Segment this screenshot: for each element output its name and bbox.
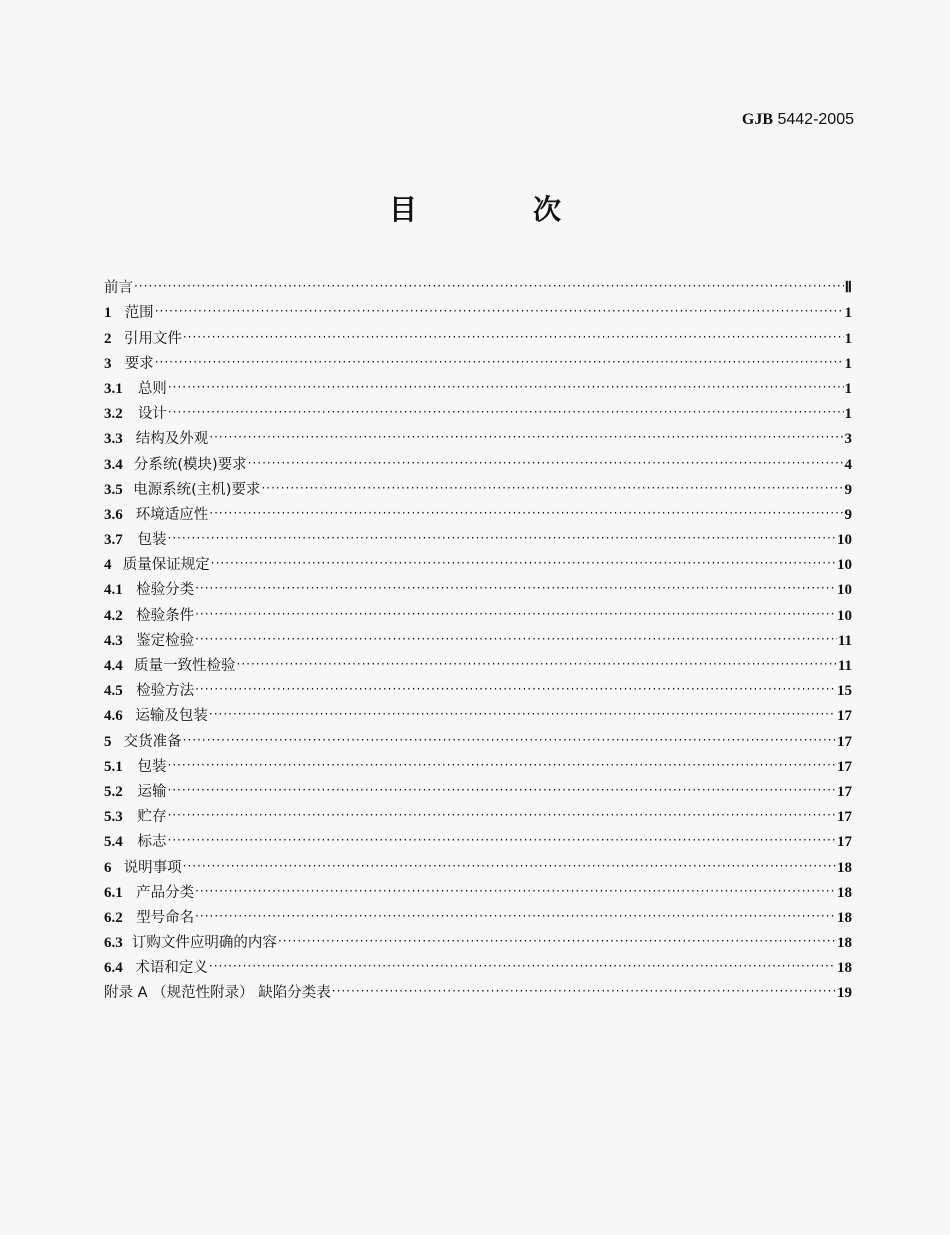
toc-entry-title: 贮存 xyxy=(137,809,167,826)
toc-entry-page: 9 xyxy=(844,481,852,498)
toc-entry-page: 1 xyxy=(844,355,852,372)
toc-entry[interactable] xyxy=(104,373,852,398)
toc-entry-page: 9 xyxy=(844,506,852,523)
toc-leader-dots xyxy=(195,608,836,622)
toc-entry[interactable] xyxy=(104,826,852,851)
toc-leader-dots xyxy=(278,935,836,949)
toc-entry-number: 5.1 xyxy=(104,758,123,775)
toc-leader-dots xyxy=(183,331,844,345)
toc-entry[interactable] xyxy=(104,650,852,675)
toc-entry-page: 10 xyxy=(837,532,852,549)
toc-entry-number: 3.5 xyxy=(104,481,123,498)
toc-entry-page: 1 xyxy=(844,305,852,322)
toc-entry[interactable] xyxy=(104,348,852,373)
toc-leader-dots xyxy=(168,406,844,420)
toc-entry-number: 4.2 xyxy=(104,607,123,624)
toc-entry-title: 交货准备 xyxy=(123,733,182,750)
toc-entry-number: 3.3 xyxy=(104,431,123,448)
toc-entry-number: 3 xyxy=(104,355,112,372)
toc-entry-number: 4.3 xyxy=(104,632,123,649)
toc-leader-dots xyxy=(167,784,836,798)
toc-entry-number: 6.2 xyxy=(104,909,123,926)
toc-entry[interactable] xyxy=(104,272,852,297)
toc-entry-page: 17 xyxy=(837,783,852,800)
toc-entry[interactable] xyxy=(104,952,852,977)
toc-entry[interactable] xyxy=(104,524,852,549)
toc-leader-dots xyxy=(167,834,836,848)
toc-entry[interactable] xyxy=(104,675,852,700)
standard-code xyxy=(742,111,854,129)
toc-entry-page: 3 xyxy=(844,431,852,448)
toc-entry-title: 包装 xyxy=(137,532,167,549)
toc-entry-title: 说明事项 xyxy=(123,859,182,876)
toc-entry-page: 17 xyxy=(837,758,852,775)
toc-leader-dots xyxy=(167,759,836,773)
toc-entry-number: 4 xyxy=(104,557,112,574)
toc-entry-number: 3.4 xyxy=(104,456,123,473)
toc-entry[interactable] xyxy=(104,322,852,347)
toc-leader-dots xyxy=(134,280,844,294)
toc-entry-page: 10 xyxy=(837,607,852,624)
toc-entry-number: 4.5 xyxy=(104,683,123,700)
toc-entry[interactable] xyxy=(104,700,852,725)
toc-entry-number: 1 xyxy=(104,305,112,322)
toc-leader-dots xyxy=(195,582,836,596)
toc-leader-dots xyxy=(261,482,843,496)
page-title: 目 次 xyxy=(388,193,605,226)
toc-entry[interactable] xyxy=(104,574,852,599)
toc-entry-number: 3.2 xyxy=(104,406,123,423)
toc-entry-number: 6 xyxy=(104,859,112,876)
toc-entry-number: 5.3 xyxy=(104,809,123,826)
toc-entry-page: 1 xyxy=(844,380,852,397)
toc-entry[interactable] xyxy=(104,398,852,423)
toc-entry-title: 要求 xyxy=(124,355,154,372)
toc-entry-page: 18 xyxy=(837,909,852,926)
toc-entry-title: 运输及包装 xyxy=(135,708,208,725)
toc-entry-title: 鉴定检验 xyxy=(136,632,195,649)
toc-leader-dots xyxy=(195,633,837,647)
toc-entry-page: 18 xyxy=(837,960,852,977)
toc-entry-number: 2 xyxy=(104,330,112,347)
toc-entry-title: 标志 xyxy=(137,834,167,851)
toc-entry-title: 运输 xyxy=(137,783,167,800)
toc-entry-page: 17 xyxy=(837,708,852,725)
toc-leader-dots xyxy=(167,809,836,823)
toc-entry-number: 6.1 xyxy=(104,884,123,901)
toc-entry-title: 质量保证规定 xyxy=(122,557,210,574)
toc-entry-page: 17 xyxy=(837,809,852,826)
toc-entry-number: 5.4 xyxy=(104,834,123,851)
toc-entry-page: 1 xyxy=(844,330,852,347)
toc-entry-number: 6.4 xyxy=(104,960,123,977)
toc-entry-title: 附录 A （规范性附录） 缺陷分类表 xyxy=(104,985,331,1002)
toc-entry-page: 10 xyxy=(837,582,852,599)
toc-entry-title: 检验条件 xyxy=(136,607,195,624)
toc-leader-dots xyxy=(209,960,836,974)
toc-entry-number: 4.6 xyxy=(104,708,123,725)
toc-entry-title: 产品分类 xyxy=(136,884,195,901)
toc-leader-dots xyxy=(155,356,844,370)
toc-entry[interactable] xyxy=(104,625,852,650)
toc-leader-dots xyxy=(195,885,836,899)
toc-entry[interactable] xyxy=(104,877,852,902)
toc-entry[interactable] xyxy=(104,851,852,876)
toc-leader-dots xyxy=(211,557,836,571)
toc-entry-number: 3.6 xyxy=(104,506,123,523)
toc-entry-page: 17 xyxy=(837,733,852,750)
toc-leader-dots xyxy=(209,507,843,521)
toc-entry-title: 订购文件应明确的内容 xyxy=(131,935,277,952)
toc-entry[interactable] xyxy=(104,801,852,826)
toc-entry[interactable] xyxy=(104,599,852,624)
toc-entry[interactable] xyxy=(104,474,852,499)
toc-entry-page: 4 xyxy=(844,456,852,473)
toc-leader-dots xyxy=(183,860,836,874)
toc-entry[interactable] xyxy=(104,977,852,1002)
toc-leader-dots xyxy=(195,683,836,697)
toc-entry-title: 范围 xyxy=(124,305,154,322)
toc-entry[interactable] xyxy=(104,927,852,952)
toc-entry-title: 电源系统(主机)要求 xyxy=(133,481,261,498)
toc-leader-dots xyxy=(167,532,836,546)
toc-entry-title: 检验方法 xyxy=(136,683,195,700)
toc-leader-dots xyxy=(209,431,843,445)
toc-entry-title: 型号命名 xyxy=(136,909,195,926)
toc-entry-title: 前言 xyxy=(104,280,133,297)
toc-entry-number: 6.3 xyxy=(104,935,123,952)
toc-leader-dots xyxy=(168,381,844,395)
toc-entry[interactable] xyxy=(104,448,852,473)
toc-entry-number: 3.7 xyxy=(104,532,123,549)
toc-entry-page: 17 xyxy=(837,834,852,851)
standard-code-prefix: GJB xyxy=(741,111,774,128)
toc-entry[interactable] xyxy=(104,499,852,524)
toc-entry-page: 18 xyxy=(837,935,852,952)
toc-entry-title: 环境适应性 xyxy=(135,506,209,523)
toc-entry[interactable] xyxy=(104,423,852,448)
toc-entry-title: 设计 xyxy=(137,406,167,423)
toc-entry-page: 11 xyxy=(837,632,852,649)
toc-entry-number: 4.4 xyxy=(104,658,123,674)
toc-entry-number: 4.1 xyxy=(104,582,123,599)
toc-entry-title: 包装 xyxy=(137,758,167,775)
toc-entry-title: 分系统(模块)要求 xyxy=(133,456,247,473)
toc-entry[interactable] xyxy=(104,751,852,776)
toc-leader-dots xyxy=(237,658,837,672)
toc-entry[interactable] xyxy=(104,297,852,322)
toc-entry-page: Ⅱ xyxy=(844,280,852,297)
toc-entry-page: 1 xyxy=(844,406,852,423)
toc-entry[interactable] xyxy=(104,549,852,574)
toc-entry[interactable] xyxy=(104,776,852,801)
toc-entry-title: 质量一致性检验 xyxy=(134,658,236,674)
toc-leader-dots xyxy=(195,910,836,924)
toc-entry-page: 10 xyxy=(837,557,852,574)
toc-entry-number: 5 xyxy=(104,733,112,750)
toc-entry-page: 19 xyxy=(837,985,852,1002)
toc-leader-dots xyxy=(209,708,836,722)
toc-leader-dots xyxy=(248,457,844,471)
toc-entry[interactable] xyxy=(104,725,852,750)
table-of-contents xyxy=(104,272,852,1002)
toc-entry-page: 11 xyxy=(837,658,852,674)
toc-leader-dots xyxy=(155,305,844,319)
toc-entry-page: 15 xyxy=(837,683,852,700)
toc-entry-title: 结构及外观 xyxy=(135,431,209,448)
toc-entry-title: 检验分类 xyxy=(136,582,195,599)
toc-entry-number: 3.1 xyxy=(104,380,123,397)
toc-entry-number: 5.2 xyxy=(104,783,123,800)
toc-entry-page: 18 xyxy=(837,884,852,901)
toc-leader-dots xyxy=(332,985,836,999)
toc-entry-title: 术语和定义 xyxy=(135,960,208,977)
toc-entry-title: 引用文件 xyxy=(123,330,182,347)
toc-entry-page: 18 xyxy=(837,859,852,876)
standard-code-number: 5442-2005 xyxy=(777,111,854,128)
toc-entry-title: 总则 xyxy=(137,380,167,397)
toc-leader-dots xyxy=(183,734,836,748)
toc-entry[interactable] xyxy=(104,902,852,927)
